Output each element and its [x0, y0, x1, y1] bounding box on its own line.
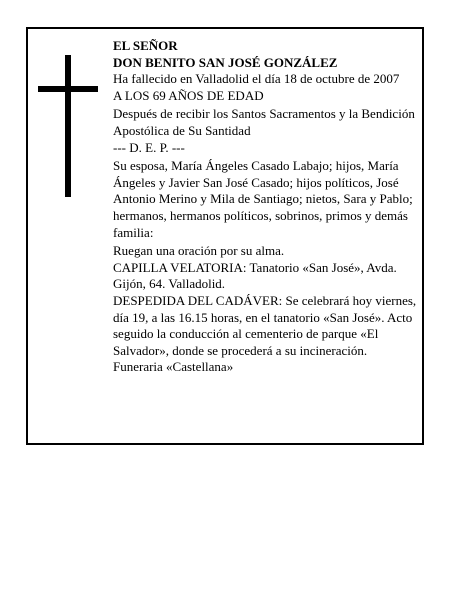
obituary-text — [113, 38, 421, 376]
funeral-home: Funeraria «Castellana» — [113, 359, 234, 375]
age-at-death: A LOS 69 AÑOS DE EDAD — [113, 87, 264, 103]
sacraments-text: Después de recibir los Santos Sacramentos y la Bendición Apostólica de Su Santidad — [113, 106, 415, 138]
chapel-info: CAPILLA VELATORIA: Tanatorio «San José», Avda. Gijón, 64. Valladolid. — [113, 259, 397, 292]
death-date: Ha fallecido en Valladolid el día 18 de octubre de 2007 — [113, 71, 400, 87]
deceased-name: DON BENITO SAN JOSÉ GONZÁLEZ — [113, 54, 338, 70]
latin-cross-icon — [38, 55, 98, 197]
cross-horizontal-bar — [38, 86, 98, 92]
rest-in-peace: --- D. E. P. --- — [113, 139, 185, 155]
farewell-info: DESPEDIDA DEL CADÁVER: Se celebrará hoy viernes, día 19, a las 16.15 horas, en el tanatorio «San José». Acto seguido la conducción al cementerio de parque «El Salvador», donde se procederá a su incineración. — [113, 292, 417, 358]
cross-vertical-bar — [65, 55, 71, 197]
deceased-title: EL SEÑOR — [113, 38, 178, 53]
prayer-request: Ruegan una oración por su alma. — [113, 243, 285, 259]
family-list: Su esposa, María Ángeles Casado Labajo; hijos, María Ángeles y Javier San José Casado; hijos políticos, José Antonio Merino y Mila de Santiago; nietos, Sara y Pablo; hermanos, hermanos políticos, sobrinos, primos y demás familia: — [113, 158, 413, 240]
